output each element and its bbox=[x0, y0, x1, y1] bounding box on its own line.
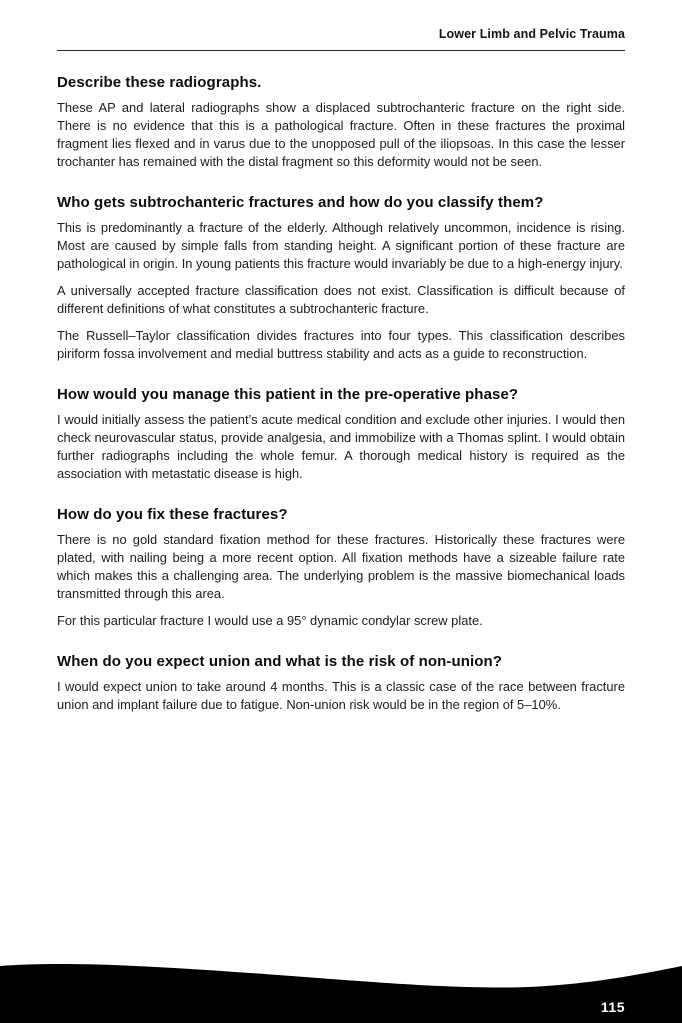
paragraph: The Russell–Taylor classification divides fractures into four types. This classification describes piriform fossa involvement and medial buttress stability and acts as a guide to reconstruction. bbox=[57, 328, 625, 361]
section-heading: Describe these radiographs. bbox=[57, 74, 262, 91]
section-describe-radiographs bbox=[57, 74, 625, 171]
section-union-risk bbox=[57, 653, 625, 714]
footer-wave-shape bbox=[0, 957, 682, 1023]
footer-wave-band bbox=[0, 957, 682, 1023]
section-heading: Who gets subtrochanteric fractures and how do you classify them? bbox=[57, 194, 544, 211]
section-who-gets-fractures bbox=[57, 194, 625, 363]
paragraph: A universally accepted fracture classification does not exist. Classification is difficult because of different definitions of what constitutes a subtrochanteric fracture. bbox=[57, 283, 625, 316]
header-rule bbox=[57, 50, 625, 51]
page-content bbox=[57, 0, 625, 723]
running-header: Lower Limb and Pelvic Trauma bbox=[438, 27, 625, 41]
paragraph: There is no gold standard fixation method for these fractures. Historically these fractures were plated, with nailing being a more recent option. All fixation methods have a sizeable failure rate which makes this a challenging area. The underlying problem is the massive biomechanical loads transmitted through this area. bbox=[57, 532, 625, 601]
section-heading: How do you fix these fractures? bbox=[57, 506, 288, 523]
section-preoperative-management bbox=[57, 386, 625, 483]
paragraph: For this particular fracture I would use a 95° dynamic condylar screw plate. bbox=[57, 613, 483, 628]
section-heading: How would you manage this patient in the pre-operative phase? bbox=[57, 386, 519, 403]
paragraph: I would expect union to take around 4 months. This is a classic case of the race between fracture union and implant failure due to fatigue. Non-union risk would be in the region of 5–10%. bbox=[57, 679, 625, 712]
page-number: 115 bbox=[600, 999, 625, 1015]
section-heading: When do you expect union and what is the risk of non-union? bbox=[57, 653, 503, 670]
paragraph: This is predominantly a fracture of the elderly. Although relatively uncommon, incidence is rising. Most are caused by simple falls from standing height. A significant portion of these fracture are pathological in origin. In young patients this fracture would invariably be due to a high-energy injury. bbox=[57, 220, 625, 271]
section-fixation bbox=[57, 506, 625, 630]
paragraph: I would initially assess the patient’s acute medical condition and exclude other injuries. I would then check neurovascular status, provide analgesia, and immobilize with a Thomas splint. I would obtain further radiographs including the whole femur. A thorough medical history is required as the association with metastatic disease is high. bbox=[57, 412, 625, 481]
paragraph: These AP and lateral radiographs show a displaced subtrochanteric fracture on the right side. There is no evidence that this is a pathological fracture. Often in these fractures the proximal fragment lies flexed and in varus due to the unopposed pull of the iliopsoas. In this case the lesser trochanter has remained with the distal fragment so this deformity would not be seen. bbox=[57, 100, 625, 169]
